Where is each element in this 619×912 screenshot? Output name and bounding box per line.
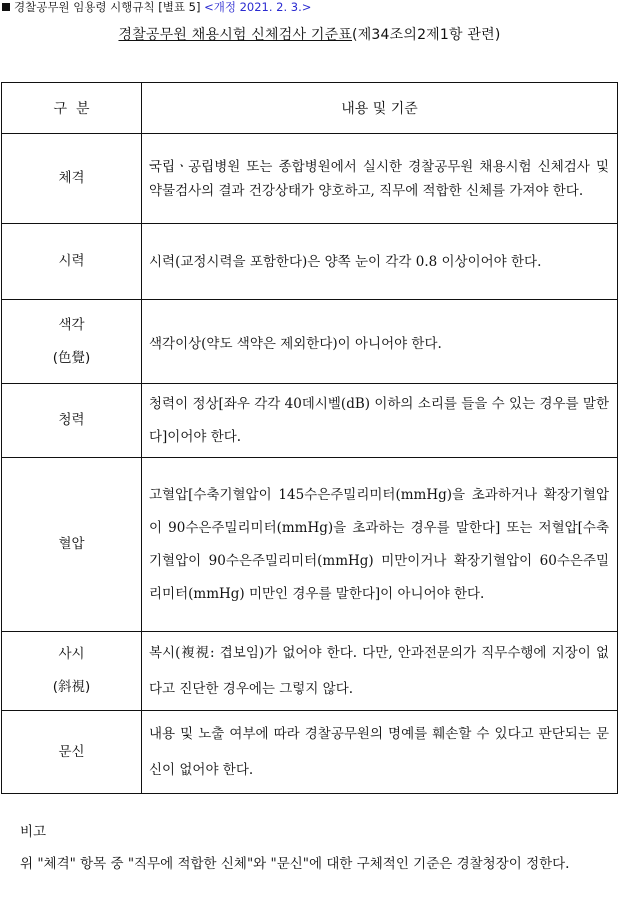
row-category-hanja: (斜視) <box>52 679 91 695</box>
row-content: 색각이상(약도 색약은 제외한다)이 아니어야 한다. <box>142 300 618 384</box>
table-row <box>2 458 618 632</box>
note-label: 비고 <box>20 824 47 840</box>
square-bullet-icon <box>2 3 10 11</box>
row-category: 청력 <box>2 384 142 458</box>
row-category-name: 색각 <box>58 316 85 333</box>
note-text: 위 "체격" 항목 중 "직무에 적합한 신체"와 "문신"에 대한 구체적인 기준은 경찰청장이 정한다. <box>20 856 570 872</box>
table-row <box>2 224 618 300</box>
revision-date: <개정 2021. 2. 3.> <box>204 0 312 14</box>
row-category <box>2 300 142 384</box>
row-content: 고혈압[수축기혈압이 145수은주밀리미터(mmHg)을 초과하거나 확장기혈압이 90수은주밀리미터(mmHg)을 초과하는 경우를 말한다] 또는 저혈압[수축기혈압이 90수은주밀리미터(mmHg) 미만이거나 확장기혈압이 60수은주밀리미터(mmHg) 미만인 경우를 말한다]이 아니어야 한다. <box>142 458 618 632</box>
title-main: 경찰공무원 채용시험 신체검사 기준표 <box>118 27 353 43</box>
table-row <box>2 632 618 711</box>
row-category: 시력 <box>2 224 142 300</box>
row-content: 청력이 정상[좌우 각각 40데시벨(dB) 이하의 소리를 들을 수 있는 경우를 말한다]이어야 한다. <box>142 384 618 458</box>
row-content: 시력(교정시력을 포함한다)은 양쪽 눈이 각각 0.8 이상이어야 한다. <box>142 224 618 300</box>
row-category: 혈압 <box>2 458 142 632</box>
row-category: 문신 <box>2 711 142 794</box>
row-category-hanja: (色覺) <box>52 349 91 366</box>
table-row <box>2 384 618 458</box>
table-row <box>2 300 618 384</box>
table-header-row <box>2 83 618 134</box>
row-content: 복시(複視: 겹보임)가 없어야 한다. 다만, 안과전문의가 직무수행에 지장이 없다고 진단한 경우에는 그렇지 않다. <box>142 632 618 711</box>
header-category: 구 분 <box>2 83 142 134</box>
row-content: 국립ㆍ공립병원 또는 종합병원에서 실시한 경찰공무원 채용시험 신체검사 및 약물검사의 결과 건강상태가 양호하고, 직무에 적합한 신체를 가져야 한다. <box>142 134 618 224</box>
title-reference: (제34조의2제1항 관련) <box>352 27 501 43</box>
regulation-label: 경찰공무원 임용령 시행규칙 [별표 5] <box>14 0 201 14</box>
row-category <box>2 632 142 711</box>
row-content: 내용 및 노출 여부에 따라 경찰공무원의 명예를 훼손할 수 있다고 판단되는 문신이 없어야 한다. <box>142 711 618 794</box>
table-row <box>2 711 618 794</box>
document-header <box>0 0 311 14</box>
row-category-name: 사시 <box>58 646 85 662</box>
criteria-table <box>1 82 618 794</box>
page-title <box>0 26 619 44</box>
row-category: 체격 <box>2 134 142 224</box>
table-row <box>2 134 618 224</box>
header-content: 내용 및 기준 <box>142 83 618 134</box>
